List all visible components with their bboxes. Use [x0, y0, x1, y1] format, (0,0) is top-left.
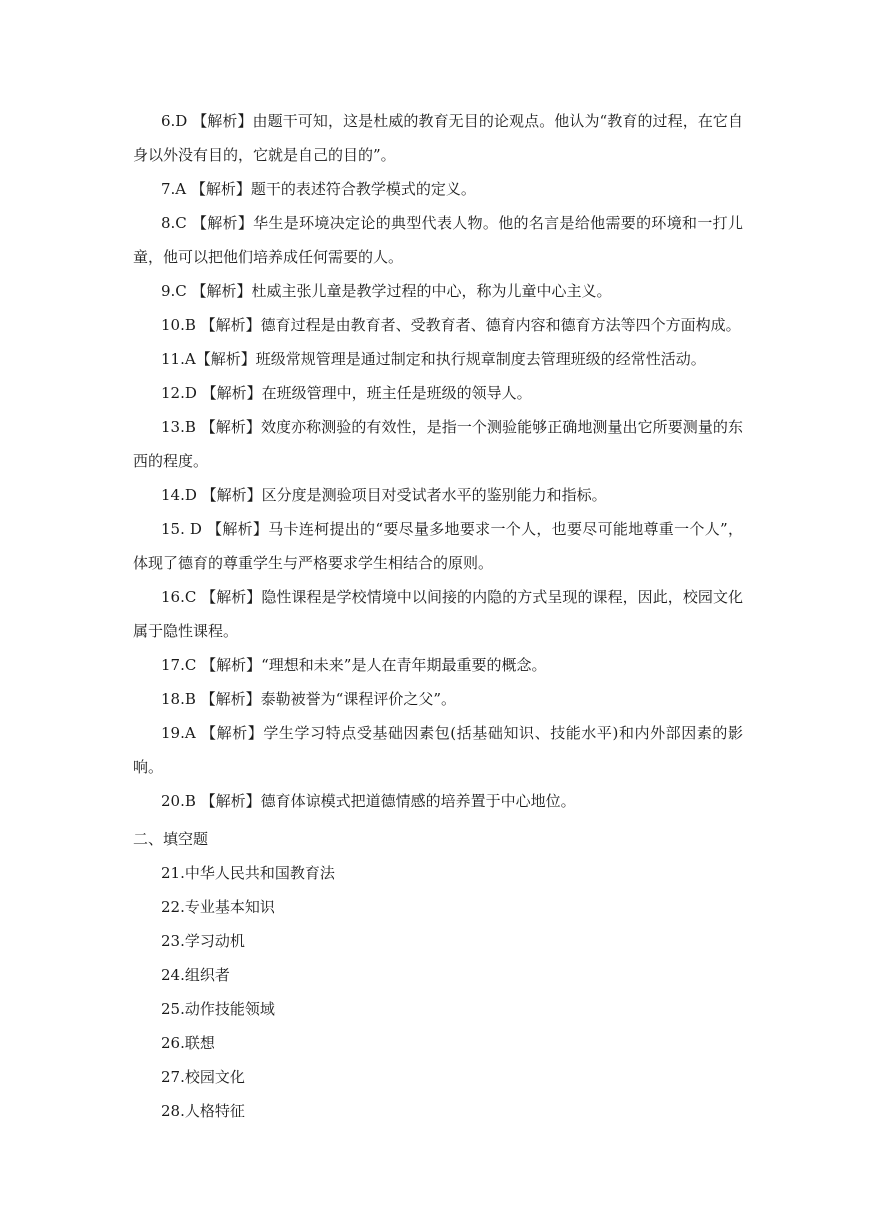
- answer-16: 16.C 【解析】隐性课程是学校情境中以间接的内隐的方式呈现的课程，因此，校园文化属于隐性课程。: [133, 588, 743, 640]
- section-heading: 二、填空题: [133, 830, 209, 848]
- fill-blank-25: 25.动作技能领域: [161, 1000, 275, 1018]
- fill-blank-26: 26.联想: [161, 1034, 215, 1052]
- fill-blank-21: 21.中华人民共和国教育法: [161, 864, 335, 882]
- fill-blank-28: 28.人格特征: [161, 1102, 245, 1120]
- answer-14: 14.D 【解析】区分度是测验项目对受试者水平的鉴别能力和指标。: [161, 486, 607, 504]
- answer-6: 6.D 【解析】由题干可知，这是杜威的教育无目的论观点。他认为“教育的过程，在它自身以外没有目的，它就是自己的目的”。: [133, 112, 743, 164]
- answer-9: 9.C 【解析】杜威主张儿童是教学过程的中心，称为儿童中心主义。: [161, 282, 612, 300]
- fill-blank-22: 22.专业基本知识: [161, 898, 275, 916]
- answer-18: 18.B 【解析】泰勒被誉为“课程评价之父”。: [161, 690, 456, 708]
- answer-20: 20.B 【解析】德育体谅模式把道德情感的培养置于中心地位。: [161, 792, 576, 810]
- answer-11: 11.A【解析】班级常规管理是通过制定和执行规章制度去管理班级的经常性活动。: [161, 350, 706, 368]
- answer-17: 17.C 【解析】“理想和未来”是人在青年期最重要的概念。: [161, 656, 547, 674]
- answer-12: 12.D 【解析】在班级管理中，班主任是班级的领导人。: [161, 384, 532, 402]
- fill-blank-23: 23.学习动机: [161, 932, 245, 950]
- answer-10: 10.B 【解析】德育过程是由教育者、受教育者、德育内容和德育方法等四个方面构成。: [161, 316, 741, 334]
- answer-15: 15. D 【解析】马卡连柯提出的“要尽量多地要求一个人，也要尽可能地尊重一个人”，体现了德育的尊重学生与严格要求学生相结合的原则。: [133, 520, 743, 572]
- answer-7: 7.A 【解析】题干的表述符合教学模式的定义。: [161, 180, 476, 198]
- answer-19: 19.A 【解析】学生学习特点受基础因素包(括基础知识、技能水平)和内外部因素的影响。: [133, 724, 743, 776]
- fill-blank-24: 24.组织者: [161, 966, 230, 984]
- fill-blank-27: 27.校园文化: [161, 1068, 245, 1086]
- answer-8: 8.C 【解析】华生是环境决定论的典型代表人物。他的名言是给他需要的环境和一打儿童，他可以把他们培养成任何需要的人。: [133, 214, 743, 266]
- answer-13: 13.B 【解析】效度亦称测验的有效性，是指一个测验能够正确地测量出它所要测量的东西的程度。: [133, 418, 743, 470]
